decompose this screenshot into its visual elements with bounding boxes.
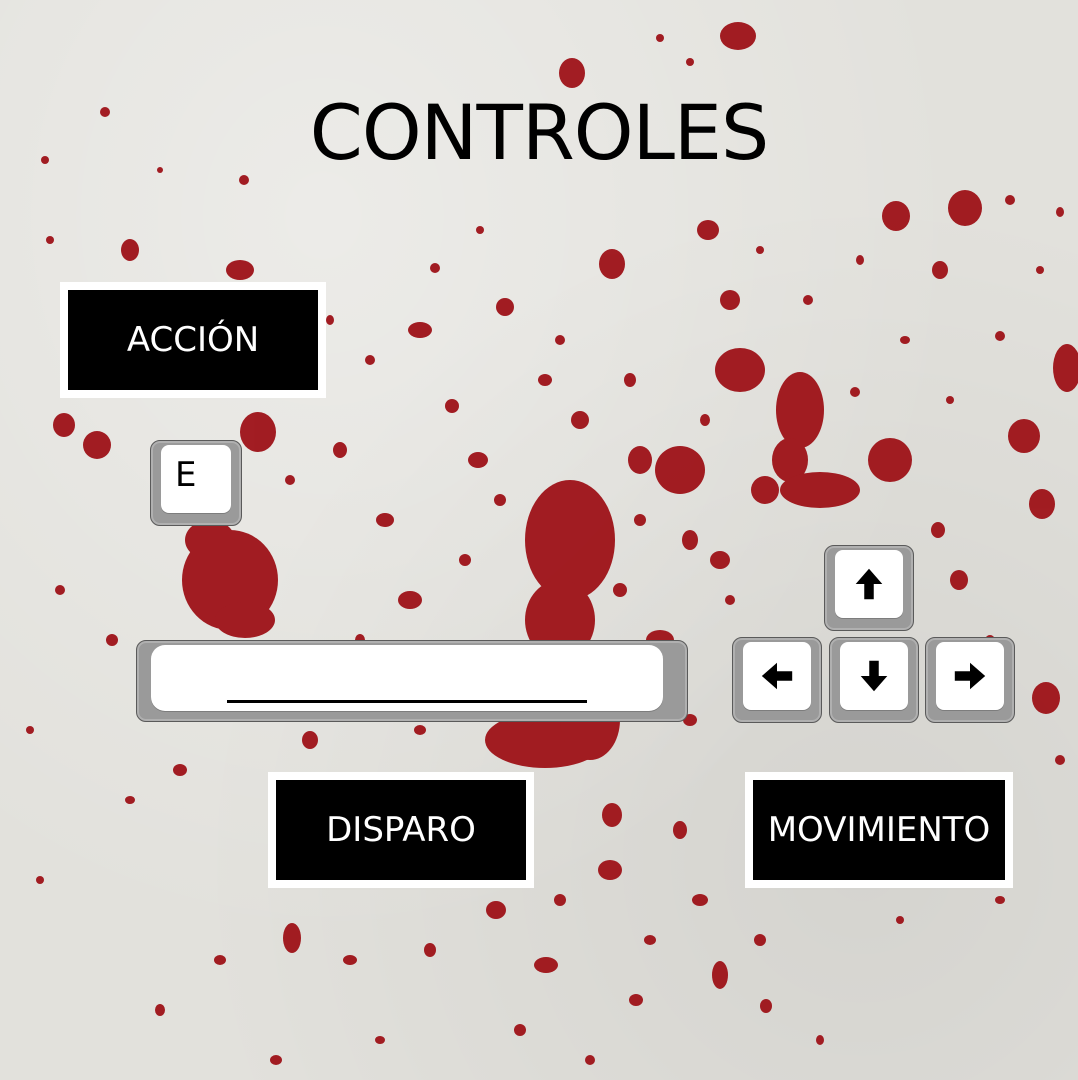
arrow-left-key bbox=[732, 637, 822, 723]
arrow-right-key bbox=[925, 637, 1015, 723]
arrow-left-icon bbox=[758, 657, 796, 695]
arrow-up-icon bbox=[850, 565, 888, 603]
page-title: CONTROLES bbox=[309, 88, 769, 177]
arrow-down-icon bbox=[855, 657, 893, 695]
movement-label: MOVIMIENTO bbox=[745, 772, 1013, 888]
key-e bbox=[150, 440, 242, 526]
arrow-down-key bbox=[829, 637, 919, 723]
space-bar-key bbox=[136, 640, 688, 722]
space-bar-underline bbox=[227, 700, 587, 703]
shoot-label: DISPARO bbox=[268, 772, 534, 888]
key-e-cap: E bbox=[161, 445, 231, 513]
arrow-up-key bbox=[824, 545, 914, 631]
arrow-right-icon bbox=[951, 657, 989, 695]
action-label: ACCIÓN bbox=[60, 282, 326, 398]
